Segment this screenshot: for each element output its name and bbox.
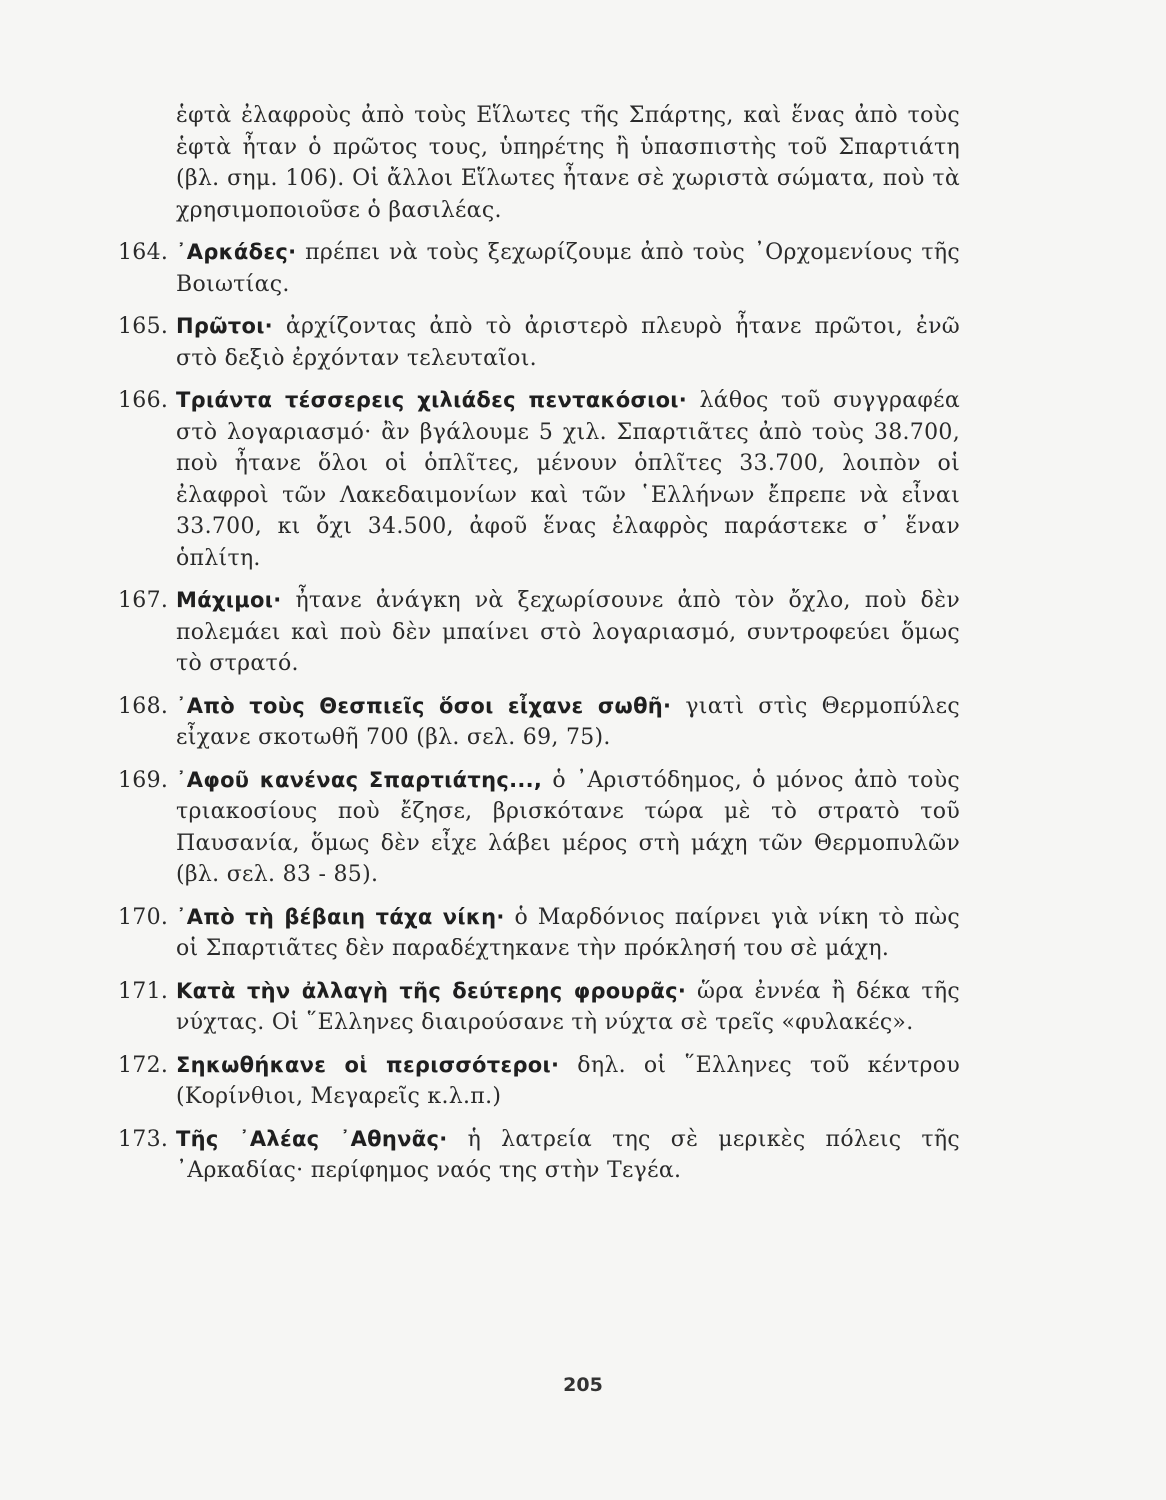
note-lead: Τριάντα τέσσερεις χιλιάδες πεντακόσιοι· — [176, 388, 688, 412]
note-lead: Πρῶτοι· — [176, 314, 273, 338]
note-text: ἀρχίζοντας ἀπὸ τὸ ἀριστερὸ πλευρὸ ἦτανε πρῶτοι, ἐνῶ στὸ δεξιὸ ἐρχόνταν τελευταῖοι. — [176, 314, 960, 371]
note-body — [176, 765, 960, 891]
note-number: 168. — [118, 693, 169, 719]
note-165 — [118, 311, 960, 374]
note-170 — [118, 902, 960, 965]
note-body — [176, 1124, 960, 1187]
note-number: 173. — [118, 1126, 169, 1152]
note-text: ἡ λατρεία της σὲ μερικὲς πόλεις τῆς ᾿Αρκαδίας· περίφημος ναός της στὴν Τεγέα. — [176, 1126, 960, 1183]
note-167 — [118, 585, 960, 680]
note-text: πρέπει νὰ τοὺς ξεχωρίζουμε ἀπὸ τοὺς ᾿Ορχομενίους τῆς Βοιωτίας. — [176, 240, 960, 297]
continuation-paragraph: ἑφτὰ ἐλαφροὺς ἀπὸ τοὺς Εἵλωτες τῆς Σπάρτης, καὶ ἕνας ἀπὸ τοὺς ἑφτὰ ἦταν ὁ πρῶτος τους, ὑπηρέτης ἢ ὑπασπιστὴς τοῦ Σπαρτιάτη (βλ. σημ. 106). Οἱ ἄλλοι Εἵλωτες ἦτανε σὲ χωριστὰ σώματα, ποὺ τὰ χρησιμοποιοῦσε ὁ βασιλέας. — [176, 103, 960, 223]
note-lead: Κατὰ τὴν ἀλλαγὴ τῆς δεύτερης φρουρᾶς· — [176, 978, 687, 1003]
note-lead: ᾿Αρκάδες· — [176, 240, 297, 264]
note-body — [176, 237, 960, 300]
note-body — [176, 385, 960, 574]
note-lead: Τῆς ᾿Αλέας ᾿Αθηνᾶς· — [176, 1126, 448, 1151]
note-171 — [118, 976, 960, 1039]
note-number: 167. — [118, 588, 169, 613]
note-172 — [118, 1050, 960, 1113]
note-text: ὁ ᾿Αριστόδημος, ὁ μόνος ἀπὸ τοὺς τριακοσίους ποὺ ἔζησε, βρισκότανε τώρα μὲ τὸ στρατὸ τοῦ Παυσανία, ὅμως δὲν εἶχε λάβει μέρος στὴ μάχη τῶν Θερμοπυλῶν (βλ. σελ. 83 - 85). — [176, 767, 961, 887]
note-body — [176, 691, 960, 754]
note-body — [176, 902, 960, 965]
note-text: ὁ Μαρδόνιος παίρνει γιὰ νίκη τὸ πὼς οἱ Σπαρτιᾶτες δὲν παραδέχτηκανε τὴν πρόκλησή του σὲ μάχη. — [176, 904, 960, 961]
note-lead: ᾿Απὸ τὴ βέβαιη τάχα νίκη· — [176, 904, 505, 929]
note-164 — [118, 237, 960, 300]
note-text: γιατὶ στὶς Θερμοπύλες εἶχανε σκοτωθῆ 700 (βλ. σελ. 69, 75). — [176, 693, 960, 750]
note-number: 165. — [118, 314, 169, 339]
note-168 — [118, 691, 960, 754]
note-number: 169. — [118, 767, 169, 793]
note-number: 170. — [118, 904, 169, 930]
note-169 — [118, 765, 960, 891]
note-number: 166. — [118, 388, 169, 413]
note-text: ἦτανε ἀνάγκη νὰ ξεχωρίσουνε ἀπὸ τὸν ὄχλο, ποὺ δὲν πολεμάει καὶ ποὺ δὲν μπαίνει στὸ λογαριασμό, συντροφεύει ὅμως τὸ στρατό. — [176, 588, 960, 676]
note-body — [176, 1050, 960, 1113]
note-text: ὥρα ἐννέα ἢ δέκα τῆς νύχτας. Οἱ ῞Ελληνες διαιρούσανε τὴ νύχτα σὲ τρεῖς «φυλακές». — [176, 978, 960, 1035]
page-number: 205 — [563, 1374, 603, 1396]
note-lead: ᾿Απὸ τοὺς Θεσπιεῖς ὅσοι εἶχανε σωθῆ· — [176, 693, 672, 718]
note-body — [176, 976, 960, 1039]
note-lead: Μάχιμοι· — [176, 588, 282, 612]
note-text: δηλ. οἱ ῞Ελληνες τοῦ κέντρου (Κορίνθιοι, Μεγαρεῖς κ.λ.π.) — [176, 1052, 960, 1109]
note-body — [176, 585, 960, 680]
note-number: 164. — [118, 240, 169, 265]
note-173 — [118, 1124, 960, 1187]
note-lead: ᾿Αφοῦ κανένας Σπαρτιάτης..., — [176, 767, 543, 792]
notes-column — [118, 100, 960, 1187]
note-lead: Σηκωθήκανε οἱ περισσότεροι· — [176, 1052, 560, 1077]
note-number: 172. — [118, 1052, 169, 1078]
note-number: 171. — [118, 978, 169, 1004]
note-166 — [118, 385, 960, 574]
note-body — [176, 311, 960, 374]
note-text: λάθος τοῦ συγγραφέα στὸ λογαριασμό· ἂν βγάλουμε 5 χιλ. Σπαρτιᾶτες ἀπὸ τοὺς 38.700, ποὺ ἦτανε ὅλοι οἱ ὁπλῖτες, μένουν ὁπλῖτες 33.700, λοιπὸν οἱ ἐλαφροὶ τῶν Λακεδαιμονίων καὶ τῶν ῾Ελλήνων ἔπρεπε νὰ εἶναι 33.700, κι ὄχι 34.500, ἀφοῦ ἕνας ἐλαφρὸς παράστεκε σ᾿ ἕναν ὁπλίτη. — [176, 388, 960, 571]
